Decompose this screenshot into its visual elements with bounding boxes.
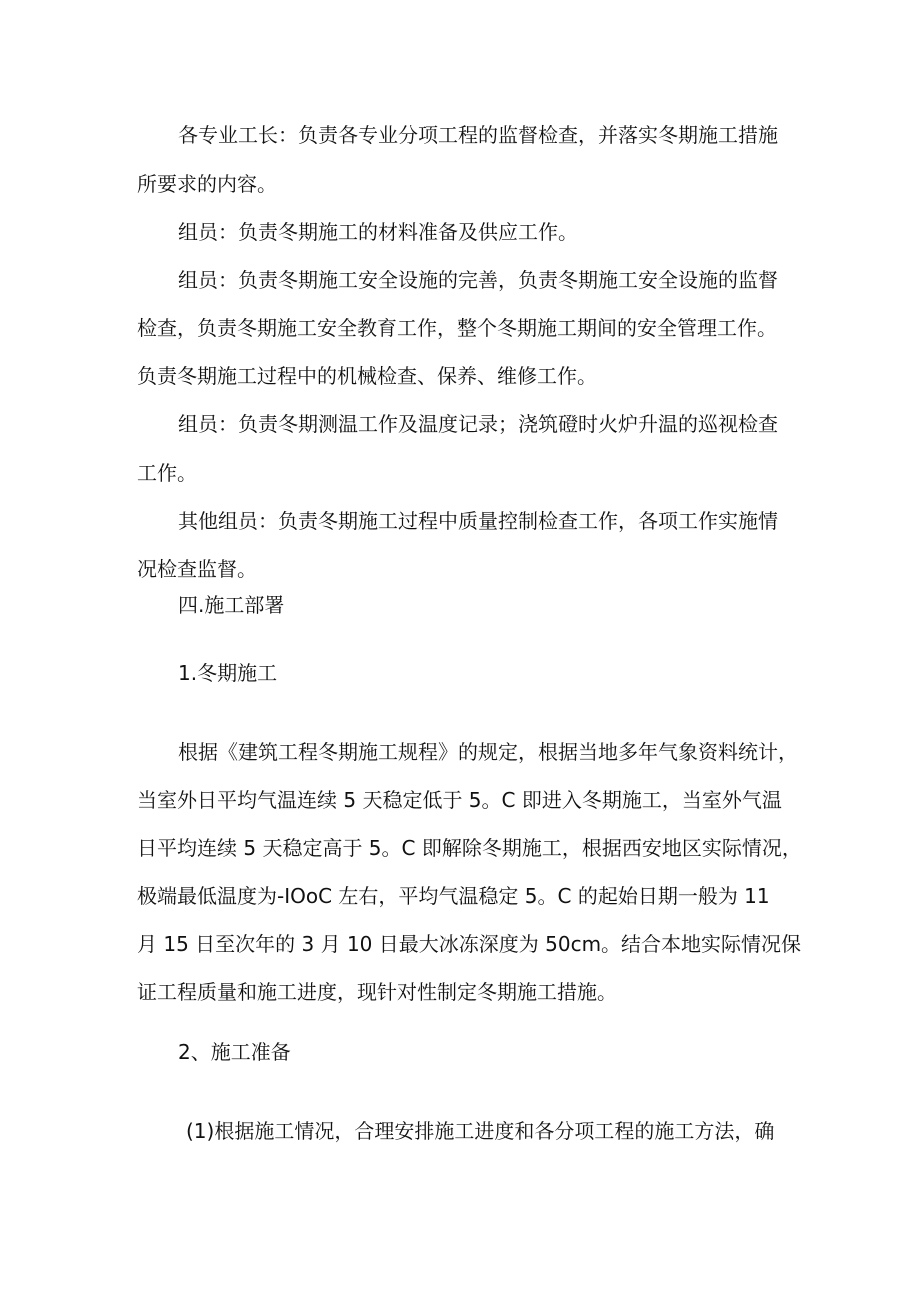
paragraph-line: 况检查监督。	[137, 557, 257, 581]
paragraph-line: 当室外日平均气温连续 5 天稳定低于 5。C 即进入冬期施工，当室外气温	[137, 788, 782, 812]
paragraph-line: 证工程质量和施工进度，现针对性制定冬期施工措施。	[137, 980, 617, 1004]
paragraph-line: 工作。	[137, 461, 197, 485]
paragraph-line: 所要求的内容。	[137, 172, 277, 196]
paragraph-line: 组员：负责冬期测温工作及温度记录；浇筑磴时火炉升温的巡视检查	[178, 412, 778, 436]
paragraph-line: 各专业工长：负责各专业分项工程的监督检查，并落实冬期施工措施	[178, 123, 778, 147]
paragraph-line: 根据《建筑工程冬期施工规程》的规定，根据当地多年气象资料统计，	[178, 740, 798, 764]
subsection-heading: 1.冬期施工	[178, 661, 278, 685]
paragraph-line: 组员：负责冬期施工的材料准备及供应工作。	[178, 220, 578, 244]
paragraph-line: 负责冬期施工过程中的机械检查、保养、维修工作。	[137, 364, 597, 388]
paragraph-line: 其他组员：负责冬期施工过程中质量控制检查工作，各项工作实施情	[178, 509, 778, 533]
paragraph-line: 检查，负责冬期施工安全教育工作，整个冬期施工期间的安全管理工作。	[137, 316, 777, 340]
paragraph-line: 极端最低温度为-IOoC 左右，平均气温稳定 5。C 的起始日期一般为 11	[137, 884, 770, 908]
paragraph-line: 日平均连续 5 天稳定高于 5。C 即解除冬期施工，根据西安地区实际情况，	[137, 836, 802, 860]
subsection-heading: 2、施工准备	[178, 1040, 291, 1064]
section-heading: 四.施工部署	[178, 593, 285, 617]
paragraph-line: 月 15 日至次年的 3 月 10 日最大冰冻深度为 50cm。结合本地实际情况保	[137, 932, 802, 956]
paragraph-line: 组员：负责冬期施工安全设施的完善，负责冬期施工安全设施的监督	[178, 268, 778, 292]
paragraph-line: (1)根据施工情况，合理安排施工进度和各分项工程的施工方法，确	[186, 1119, 775, 1143]
